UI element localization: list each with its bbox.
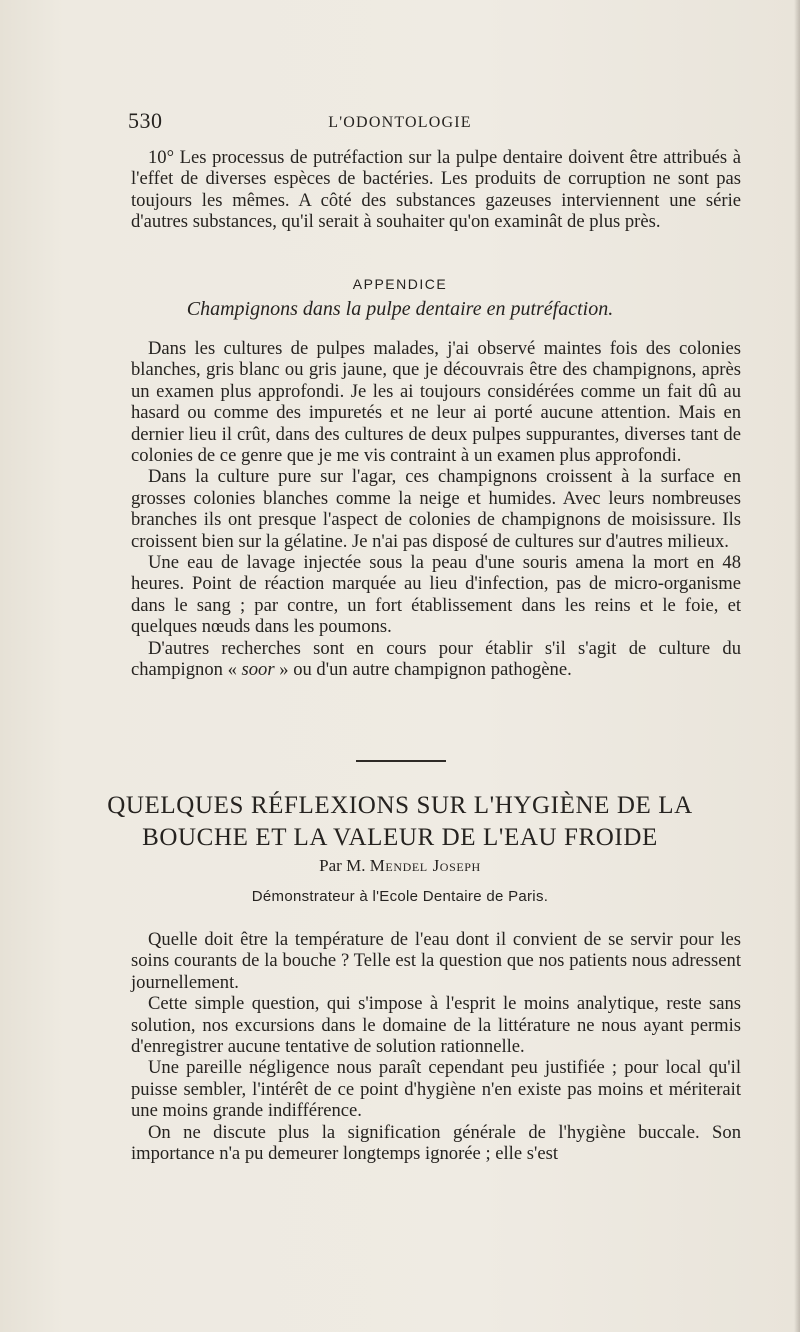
- article-paragraph: Cette simple question, qui s'impose à l'esprit le moins analytique, reste sans solution, nos excursions dans le domaine de la littérature ne nous ayant permis d'enregistrer aucune tentative de solution rationnelle.: [131, 993, 741, 1058]
- article-body: [131, 929, 741, 1164]
- appendix-subtitle: Champignons dans la pulpe dentaire en putréfaction.: [186, 298, 614, 320]
- author-affiliation: Démonstrateur à l'Ecole Dentaire de Paris.: [251, 888, 549, 905]
- article-title-line: QUELQUES RÉFLEXIONS SUR L'HYGIÈNE DE LA: [107, 792, 693, 819]
- appendix-body: [131, 338, 741, 681]
- text-run: » ou d'un autre champignon pathogène.: [274, 659, 572, 681]
- author-name: Mendel Joseph: [369, 856, 481, 875]
- article-title: [0, 790, 800, 854]
- running-title: L'ODONTOLOGIE: [328, 114, 472, 131]
- appendix-paragraph: Dans les cultures de pulpes malades, j'ai observé maintes fois des colonies blanches, gris blanc ou gris jaune, que je découvrais être des champignons, après un examen plus approfondi. Je les ai toujours considérées comme un fait dû au hasard ou comme des impuretés et ne leur ai porté aucune attention. Mais en dernier lieu il crût, dans des cultures de deux pulpes suppurantes, diverses tant de colonies de ce genre que je me vis contraint à un examen plus approfondi.: [131, 338, 741, 467]
- italic-term: soor: [241, 659, 275, 681]
- page-number: 530: [128, 108, 163, 133]
- top-section: [131, 147, 741, 233]
- text-run: D'autres recherches sont en cours pour établir s'il s'agit de culture du champignon «: [131, 637, 741, 681]
- byline-prefix: Par M.: [319, 856, 370, 875]
- article-paragraph: On ne discute plus la signification générale de l'hygiène buccale. Son importance n'a pu demeurer longtemps ignorée ; elle s'est: [131, 1121, 741, 1165]
- page-edge-shadow: [794, 0, 800, 1332]
- appendix-paragraph: Une eau de lavage injectée sous la peau d'une souris amena la mort en 48 heures. Point de réaction marquée au lieu d'infection, pas de micro-organisme dans le sang ; par contre, un fort établissement dans les reins et le foie, et quelques nœuds dans les poumons.: [131, 552, 741, 638]
- appendix-heading: APPENDICE: [352, 276, 448, 292]
- article-paragraph: Quelle doit être la température de l'eau dont il convient de se servir pour les soins courants de la bouche ? Telle est la question que nos patients nous adressent journellement.: [131, 929, 741, 993]
- article-paragraph: Une pareille négligence nous paraît cependant peu justifiée ; pour local qu'il puisse sembler, l'intérêt de ce point d'hygiène n'en existe pas moins et mériterait une moins grande indifférence.: [131, 1057, 741, 1122]
- section-divider: [356, 760, 446, 762]
- article-title-line: BOUCHE ET LA VALEUR DE L'EAU FROIDE: [142, 824, 658, 851]
- appendix-paragraph: Dans la culture pure sur l'agar, ces champignons croissent à la surface en grosses colonies blanches comme la neige et humides. Avec leurs nombreuses branches ils ont presque l'aspect de colonies de champignons de moisissure. Ils croissent bien sur la gélatine. Je n'ai pas disposé de cultures sur d'autres milieux.: [131, 466, 741, 552]
- appendix-paragraph-last: [131, 638, 741, 681]
- byline: [0, 856, 800, 876]
- paragraph-10: 10° Les processus de putréfaction sur la pulpe dentaire doivent être attribués à l'effet de diverses espèces de bactéries. Les produits de corruption ne sont pas toujours les mêmes. A côté des substances gazeuses interviennent une série d'autres substances, qu'il serait à souhaiter qu'on examinât de plus près.: [131, 147, 741, 233]
